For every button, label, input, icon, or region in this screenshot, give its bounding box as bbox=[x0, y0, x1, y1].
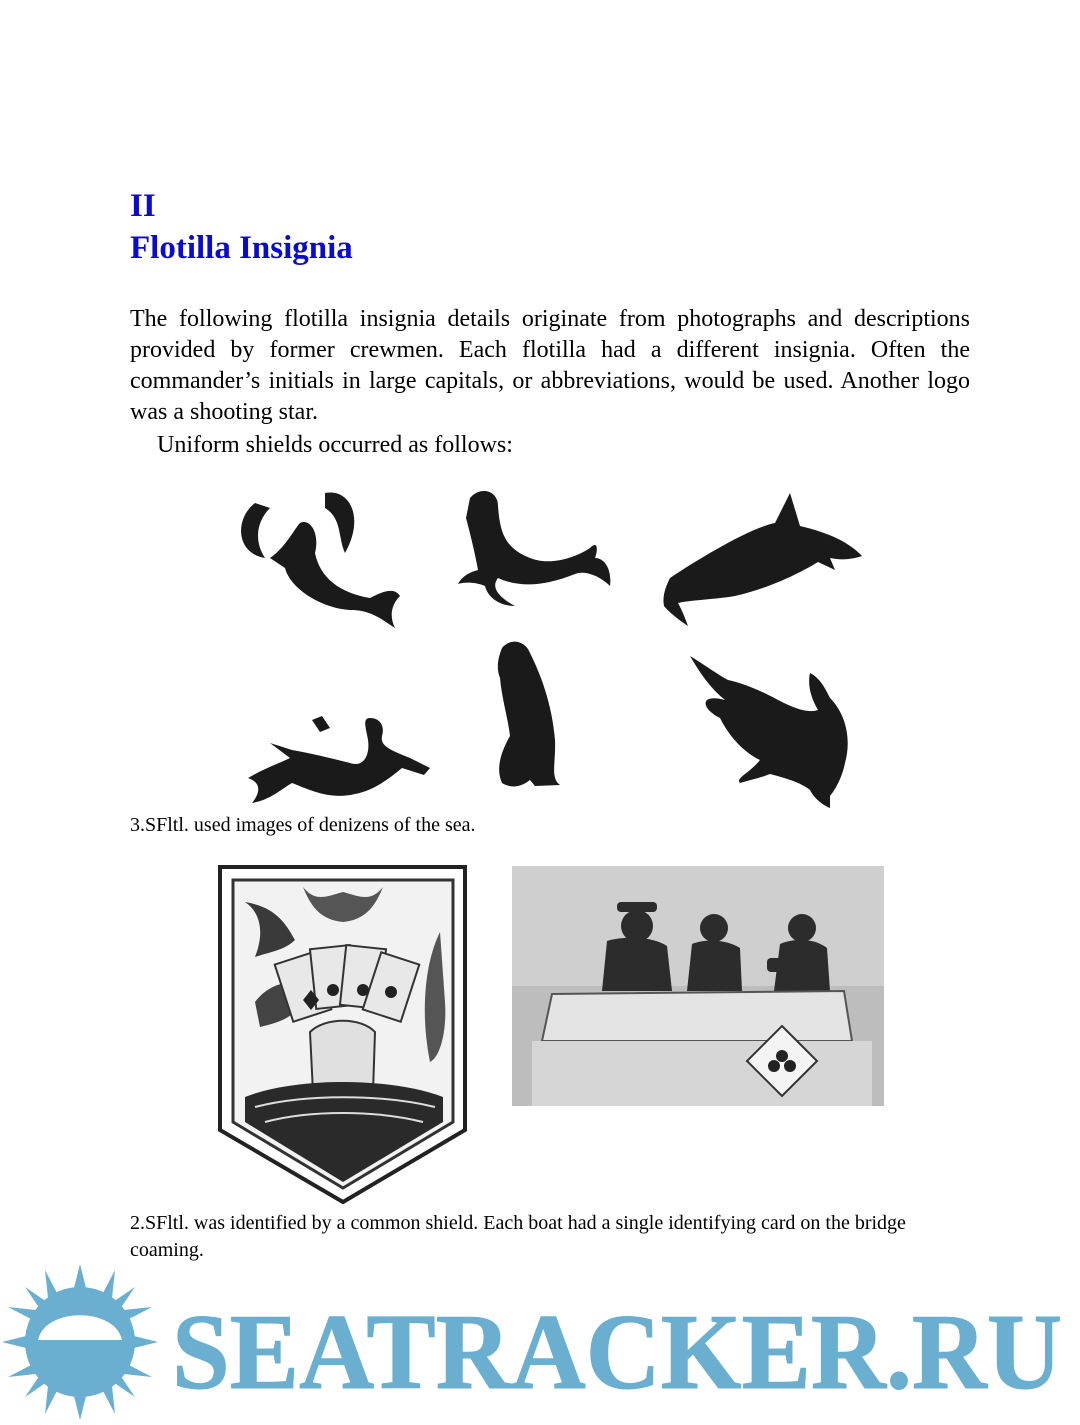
shield-caption: 2.SFltl. was identified by a common shield. Each boat had a single identifying card on the bridge coaming. bbox=[130, 1212, 906, 1261]
sea-creatures-figure bbox=[230, 478, 870, 813]
seal-icon bbox=[458, 491, 610, 606]
ship-bow bbox=[310, 1021, 375, 1092]
chapter-title: Flotilla Insignia bbox=[130, 230, 353, 266]
sun-logo-icon bbox=[2, 1264, 158, 1420]
sea-creatures-caption: 3.SFltl. used images of denizens of the sea. bbox=[130, 814, 476, 836]
chapter-number: II bbox=[130, 188, 156, 224]
lobster-icon bbox=[241, 492, 400, 628]
uniform-paragraph: Uniform shields occurred as follows: bbox=[157, 432, 513, 458]
crocodile-icon bbox=[690, 656, 848, 808]
watermark-text: SEATRACKER.RU bbox=[172, 1293, 1062, 1412]
seatracker-watermark bbox=[0, 1262, 1080, 1425]
crew-bridge-photo bbox=[512, 866, 884, 1106]
chapter-heading bbox=[130, 185, 353, 269]
intro-paragraph: The following flotilla insignia details originate from photographs and descriptions provided by former crewmen. Each flotilla had a different insignia. Often the commander’s initials in large capitals, or abbreviations, would be used. Another logo was a shooting star. bbox=[130, 306, 970, 425]
mermaid-icon bbox=[248, 716, 430, 803]
penguin-icon bbox=[498, 642, 560, 787]
flotilla-shield-image bbox=[215, 862, 470, 1207]
shark-icon bbox=[663, 493, 862, 626]
